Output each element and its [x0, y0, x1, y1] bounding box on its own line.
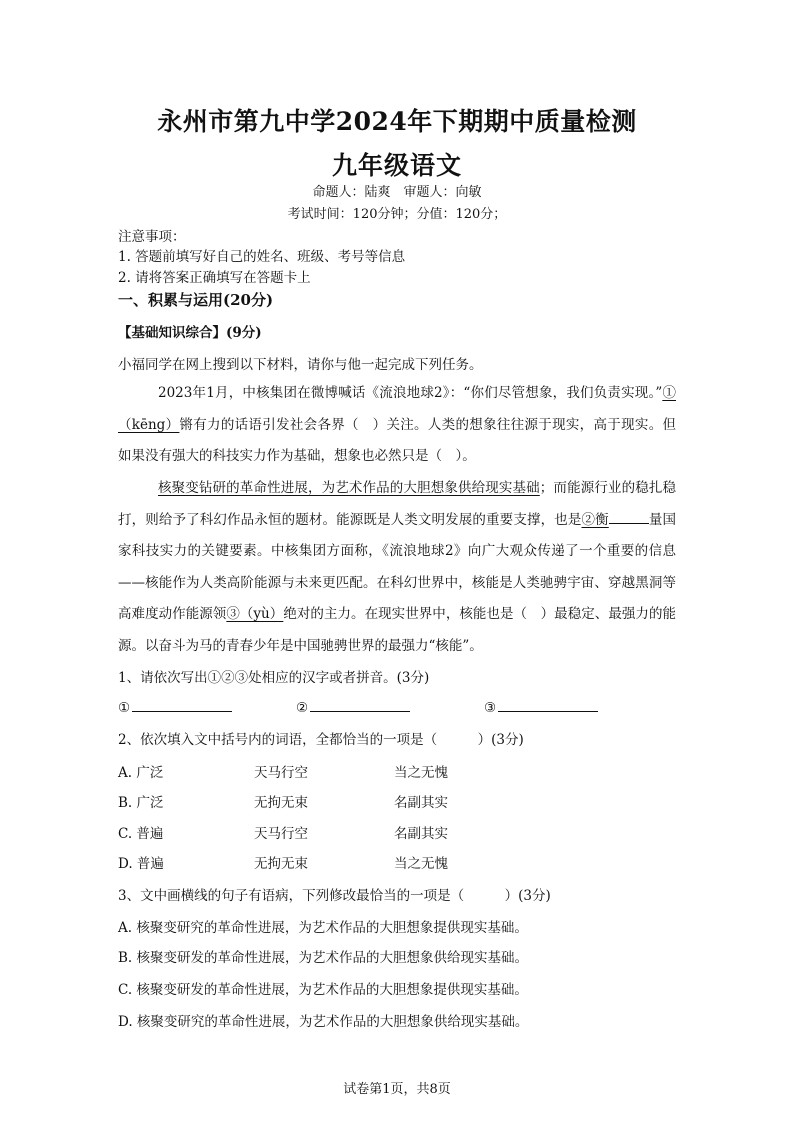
- option-label: D. 普遍: [118, 856, 164, 872]
- exam-authors: 命题人：陆爽 审题人：向敏: [312, 185, 482, 200]
- option-row[interactable]: [118, 822, 678, 842]
- note-item: 1. 答题前填写好自己的姓名、班级、考号等信息: [118, 249, 406, 265]
- exam-info: 考试时间：120分钟；分值：120分；: [287, 207, 507, 222]
- option-label: A. 广泛: [118, 765, 164, 781]
- option-word: 天马行空: [254, 826, 308, 842]
- answer-blank-3[interactable]: ③: [484, 697, 598, 716]
- question-1-answers: [118, 697, 678, 717]
- answer-blank-2[interactable]: ②: [296, 697, 410, 716]
- answer-blank-1[interactable]: ①: [118, 697, 232, 716]
- option-word: 无拘无束: [254, 856, 308, 872]
- note-item: 2. 请将答案正确填写在答题卡上: [118, 270, 311, 286]
- passage-paragraph-1: [118, 378, 676, 473]
- exam-subject: 九年级语文: [331, 151, 462, 180]
- option-word: 天马行空: [254, 765, 308, 781]
- option-word: 名副其实: [394, 795, 448, 811]
- section-heading: 一、积累与运用(20分): [118, 291, 274, 309]
- option-word: 当之无愧: [394, 856, 448, 872]
- passage-text: ；而能源行业的稳扎稳打，则给予了科幻作品永恒的题材。能源既是人类文明发展的重要支撑，也是: [118, 480, 677, 528]
- passage-text: 绝对的主力。在现实世界中，核能也是（ ）最稳定、最强力的能源。以奋斗为马的青春少年是中国驰骋世界的最强力“核能”。: [118, 606, 677, 654]
- fill-blank-line: [609, 509, 649, 524]
- underlined-sentence: 核聚变钻研的革命性进展，为艺术作品的大胆想象供给现实基础: [158, 480, 540, 496]
- option-label: C. 普遍: [118, 826, 164, 842]
- option-label: B. 广泛: [118, 795, 164, 811]
- option-row[interactable]: D. 核聚变研究的革命性进展，为艺术作品的大胆想象供给现实基础。: [118, 1014, 529, 1030]
- option-word: 无拘无束: [254, 795, 308, 811]
- option-word: 名副其实: [394, 826, 448, 842]
- passage-text: 锵有力的话语引发社会各界（ ）关注。人类的想象往往源于现实，高于现实。但如果没有强大的科技实力作为基础，想象也必然只是（ ）。: [118, 416, 676, 464]
- option-row[interactable]: B. 核聚变研发的革命性进展，为艺术作品的大胆想象供给现实基础。: [118, 950, 529, 966]
- option-word: 当之无愧: [394, 765, 448, 781]
- exam-title: 永州市第九中学2024年下期期中质量检测: [157, 107, 637, 136]
- option-row[interactable]: C. 核聚变研发的革命性进展，为艺术作品的大胆想象提供现实基础。: [118, 982, 528, 998]
- option-row[interactable]: A. 核聚变研究的革命性进展，为艺术作品的大胆想象提供现实基础。: [118, 920, 528, 936]
- passage-text: 2023年1月，中核集团在微博喊话《流浪地球2》：“你们尽管想象，我们负责实现。”: [158, 385, 663, 401]
- option-row[interactable]: [118, 852, 678, 872]
- blank-marker-1: ①（kēng）: [118, 385, 677, 433]
- notes-label: 注意事项：: [118, 229, 186, 245]
- question-1-stem: 1、请依次写出①②③处相应的汉字或者拼音。(3分): [118, 670, 430, 686]
- passage-text: 量国家科技实力的关键要素。中核集团方面称，《流浪地球2》向广大观众传递了一个重要的信息——核能作为人类高阶能源与未来更匹配。在科幻世界中，核能是人类驰骋宇宙、穿越黑洞等高难度动作能源领: [118, 511, 677, 622]
- section-subheading: 【基础知识综合】(9分): [118, 325, 262, 341]
- option-row[interactable]: [118, 761, 678, 781]
- passage-paragraph-2: [118, 473, 676, 662]
- option-row[interactable]: [118, 791, 678, 811]
- blank-marker-3: ③（yù）: [226, 606, 284, 622]
- question-2-stem: 2、依次填入文中括号内的词语，全都恰当的一项是（ ）(3分): [118, 732, 524, 748]
- section-intro: 小福同学在网上搜到以下材料，请你与他一起完成下列任务。: [118, 357, 483, 373]
- question-3-stem: 3、文中画横线的句子有语病，下列修改最恰当的一项是（ ）(3分): [118, 888, 551, 904]
- blank-marker-2: ②衡: [581, 511, 609, 528]
- page-footer: 试卷第1页，共8页: [343, 1082, 451, 1097]
